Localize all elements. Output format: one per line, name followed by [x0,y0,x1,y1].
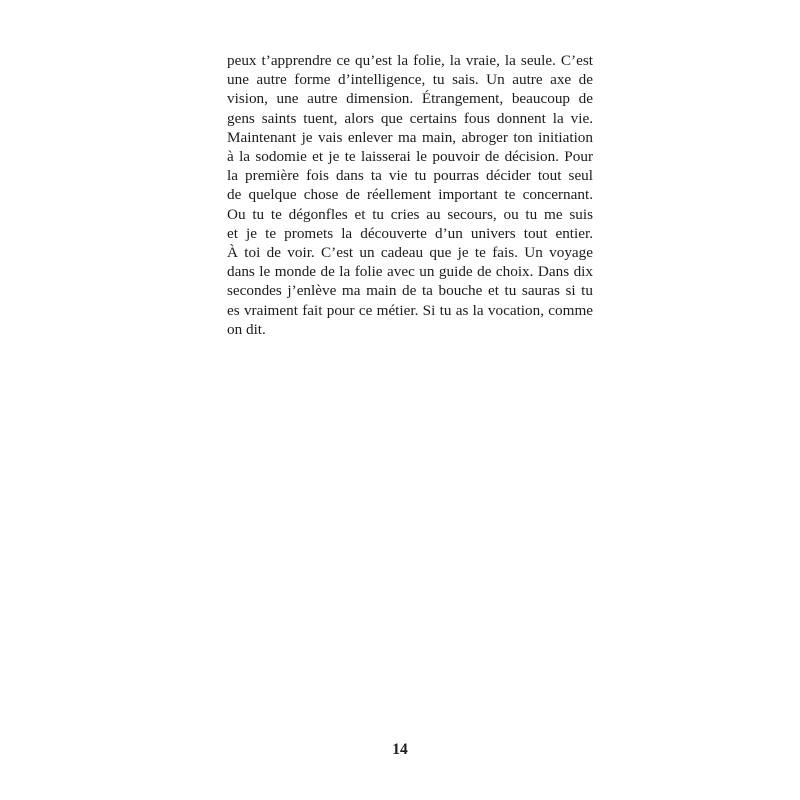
text-line: gens saints tuent, alors que certains fous donnent la vie. [227,109,593,127]
text-line: on dit. [227,320,266,338]
body-paragraph [227,51,593,339]
text-line: de quelque chose de réellement important te concernant. [227,186,593,204]
text-line: À toi de voir. C’est un cadeau que je te fais. Un voyage [227,244,593,262]
text-line: peux t’apprendre ce qu’est la folie, la vraie, la seule. C’est [227,52,593,69]
text-line: Ou tu te dégonfles et tu cries au secours, ou tu me suis [227,205,593,223]
page-number: 14 [392,741,408,758]
text-line: une autre forme d’intelligence, tu sais. Un autre axe de [227,71,593,89]
text-line: secondes j’enlève ma main de ta bouche et tu sauras si tu [227,282,593,300]
text-line: Maintenant je vais enlever ma main, abroger ton initiation [227,128,593,146]
text-line: la première fois dans ta vie tu pourras décider tout seul [227,167,593,185]
text-line: et je te promets la découverte d’un univers tout entier. [227,224,593,242]
text-line: es vraiment fait pour ce métier. Si tu as la vocation, comme [227,301,593,319]
text-line: dans le monde de la folie avec un guide de choix. Dans dix [227,263,593,281]
text-line: vision, une autre dimension. Étrangement, beaucoup de [227,90,593,108]
text-line: à la sodomie et je te laisserai le pouvoir de décision. Pour [227,148,593,166]
